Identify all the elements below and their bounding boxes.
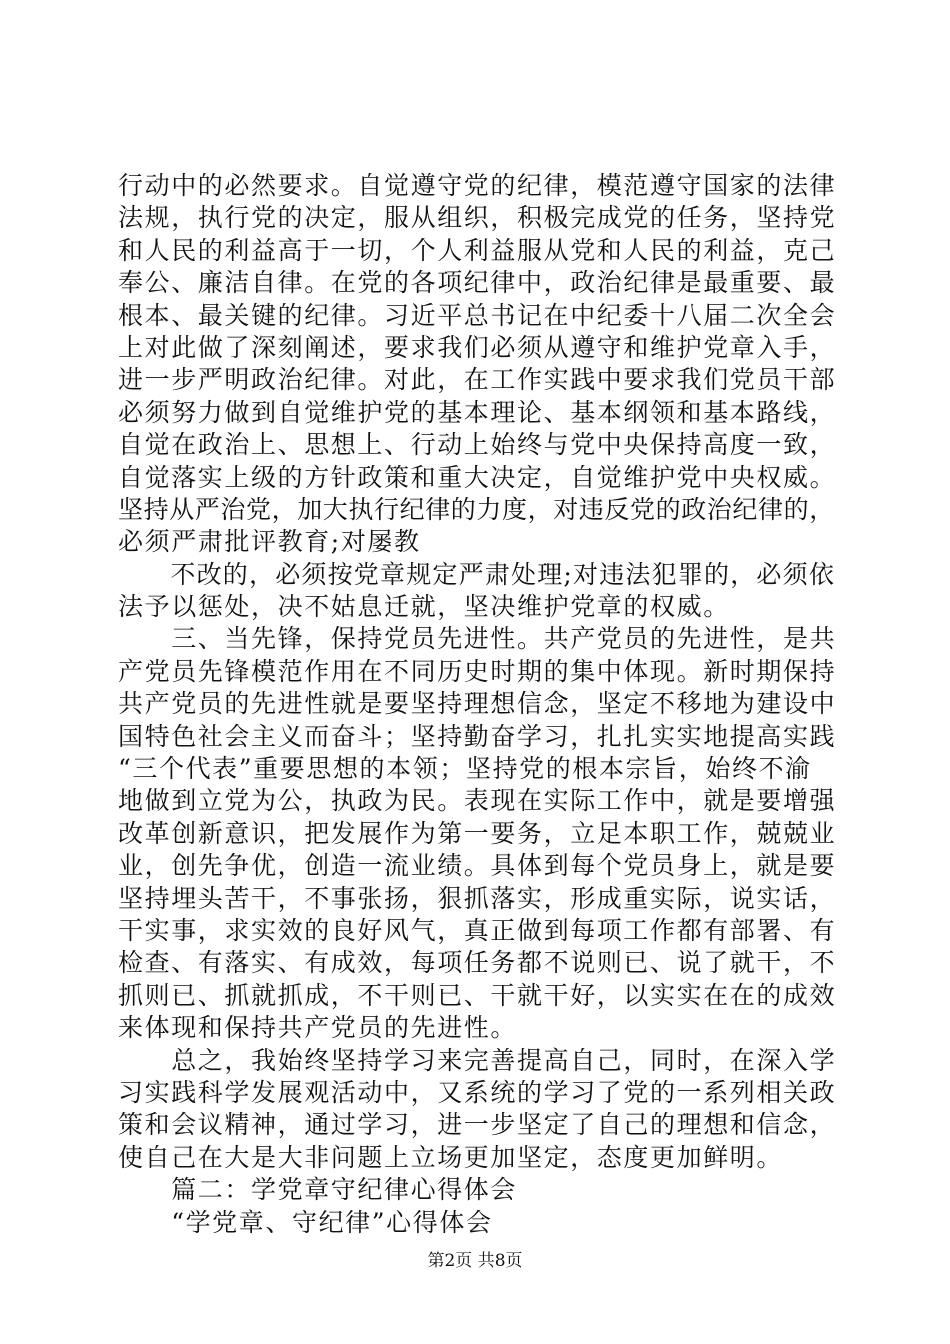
text-line: 必须严肃批评教育;对屡教 [118,527,421,557]
text-line: “三个代表”重要思想的本领；坚持党的根本宗旨，始终不渝 [118,754,812,784]
text-line: 总之，我始终坚持学习来完善提高自己，同时，在深入学 [118,1045,837,1075]
text-line: 和人民的利益高于一切，个人利益服从党和人民的利益，克己 [118,235,837,265]
text-line: 必须努力做到自觉维护党的基本理论、基本纲领和基本路线， [118,397,837,427]
text-line: 产党员先锋模范作用在不同历史时期的集中体现。新时期保持 [118,656,837,686]
text-line: 改革创新意识，把发展作为第一要务，立足本职工作，兢兢业 [118,818,837,848]
text-line: 上对此做了深刻阐述，要求我们必须从遵守和维护党章入手， [118,332,837,362]
text-line: 进一步严明政治纪律。对此，在工作实践中要求我们党员干部 [118,365,837,395]
text-line: 业，创先争优，创造一流业绩。具体到每个党员身上，就是要 [118,851,837,881]
text-line: 干实事，求实效的良好风气，真正做到每项工作都有部署、有 [118,915,837,945]
text-line: 行动中的必然要求。自觉遵守党的纪律，模范遵守国家的法律 [118,171,837,200]
text-line: 奉公、廉洁自律。在党的各项纪律中，政治纪律是最重要、最 [118,268,837,298]
text-line: 不改的，必须按党章规定严肃处理;对违法犯罪的，必须依 [118,559,836,589]
text-line: 法予以惩处，决不姑息迁就，坚决维护党章的权威。 [118,592,730,622]
text-line: 坚持埋头苦干，不事张扬，狠抓落实，形成重实际，说实话， [118,883,837,913]
text-line: 自觉落实上级的方针政策和重大决定，自觉维护党中央权威。 [118,462,837,492]
text-line: 来体现和保持共产党员的先进性。 [118,1013,518,1043]
text-line: 坚持从严治党，加大执行纪律的力度，对违反党的政治纪律的， [118,494,835,524]
text-line: 根本、最关键的纪律。习近平总书记在中纪委十八届二次全会 [118,300,837,330]
text-line: 检查、有落实、有成效，每项任务都不说则已、说了就干，不 [118,948,837,978]
document-body [118,170,838,1239]
text-line: 习实践科学发展观活动中，又系统的学习了党的一系列相关政 [118,1077,837,1107]
text-line: 三、当先锋，保持党员先进性。共产党员的先进性，是共 [118,624,837,654]
text-line: 抓则已、抓就抓成，不干则已、干就干好，以实实在在的成效 [118,980,837,1010]
text-line: 国特色社会主义而奋斗；坚持勤奋学习，扎扎实实地提高实践 [118,721,837,751]
text-line: 地做到立党为公，执政为民。表现在实际工作中，就是要增强 [118,786,837,816]
text-line: 使自己在大是大非问题上立场更加坚定，态度更加鲜明。 [118,1142,784,1172]
text-line: 共产党员的先进性就是要坚持理想信念，坚定不移地为建设中 [118,689,837,719]
text-line: 篇二：学党章守纪律心得体会 [118,1175,518,1205]
text-line: 策和会议精神，通过学习，进一步坚定了自己的理想和信念， [118,1110,837,1140]
page-number-footer: 第2页 共8页 [427,1251,523,1271]
text-line: 自觉在政治上、思想上、行动上始终与党中央保持高度一致， [118,430,837,460]
text-line: 法规，执行党的决定，服从组织，积极完成党的任务，坚持党 [118,203,837,233]
text-line: “学党章、守纪律”心得体会 [118,1207,493,1237]
